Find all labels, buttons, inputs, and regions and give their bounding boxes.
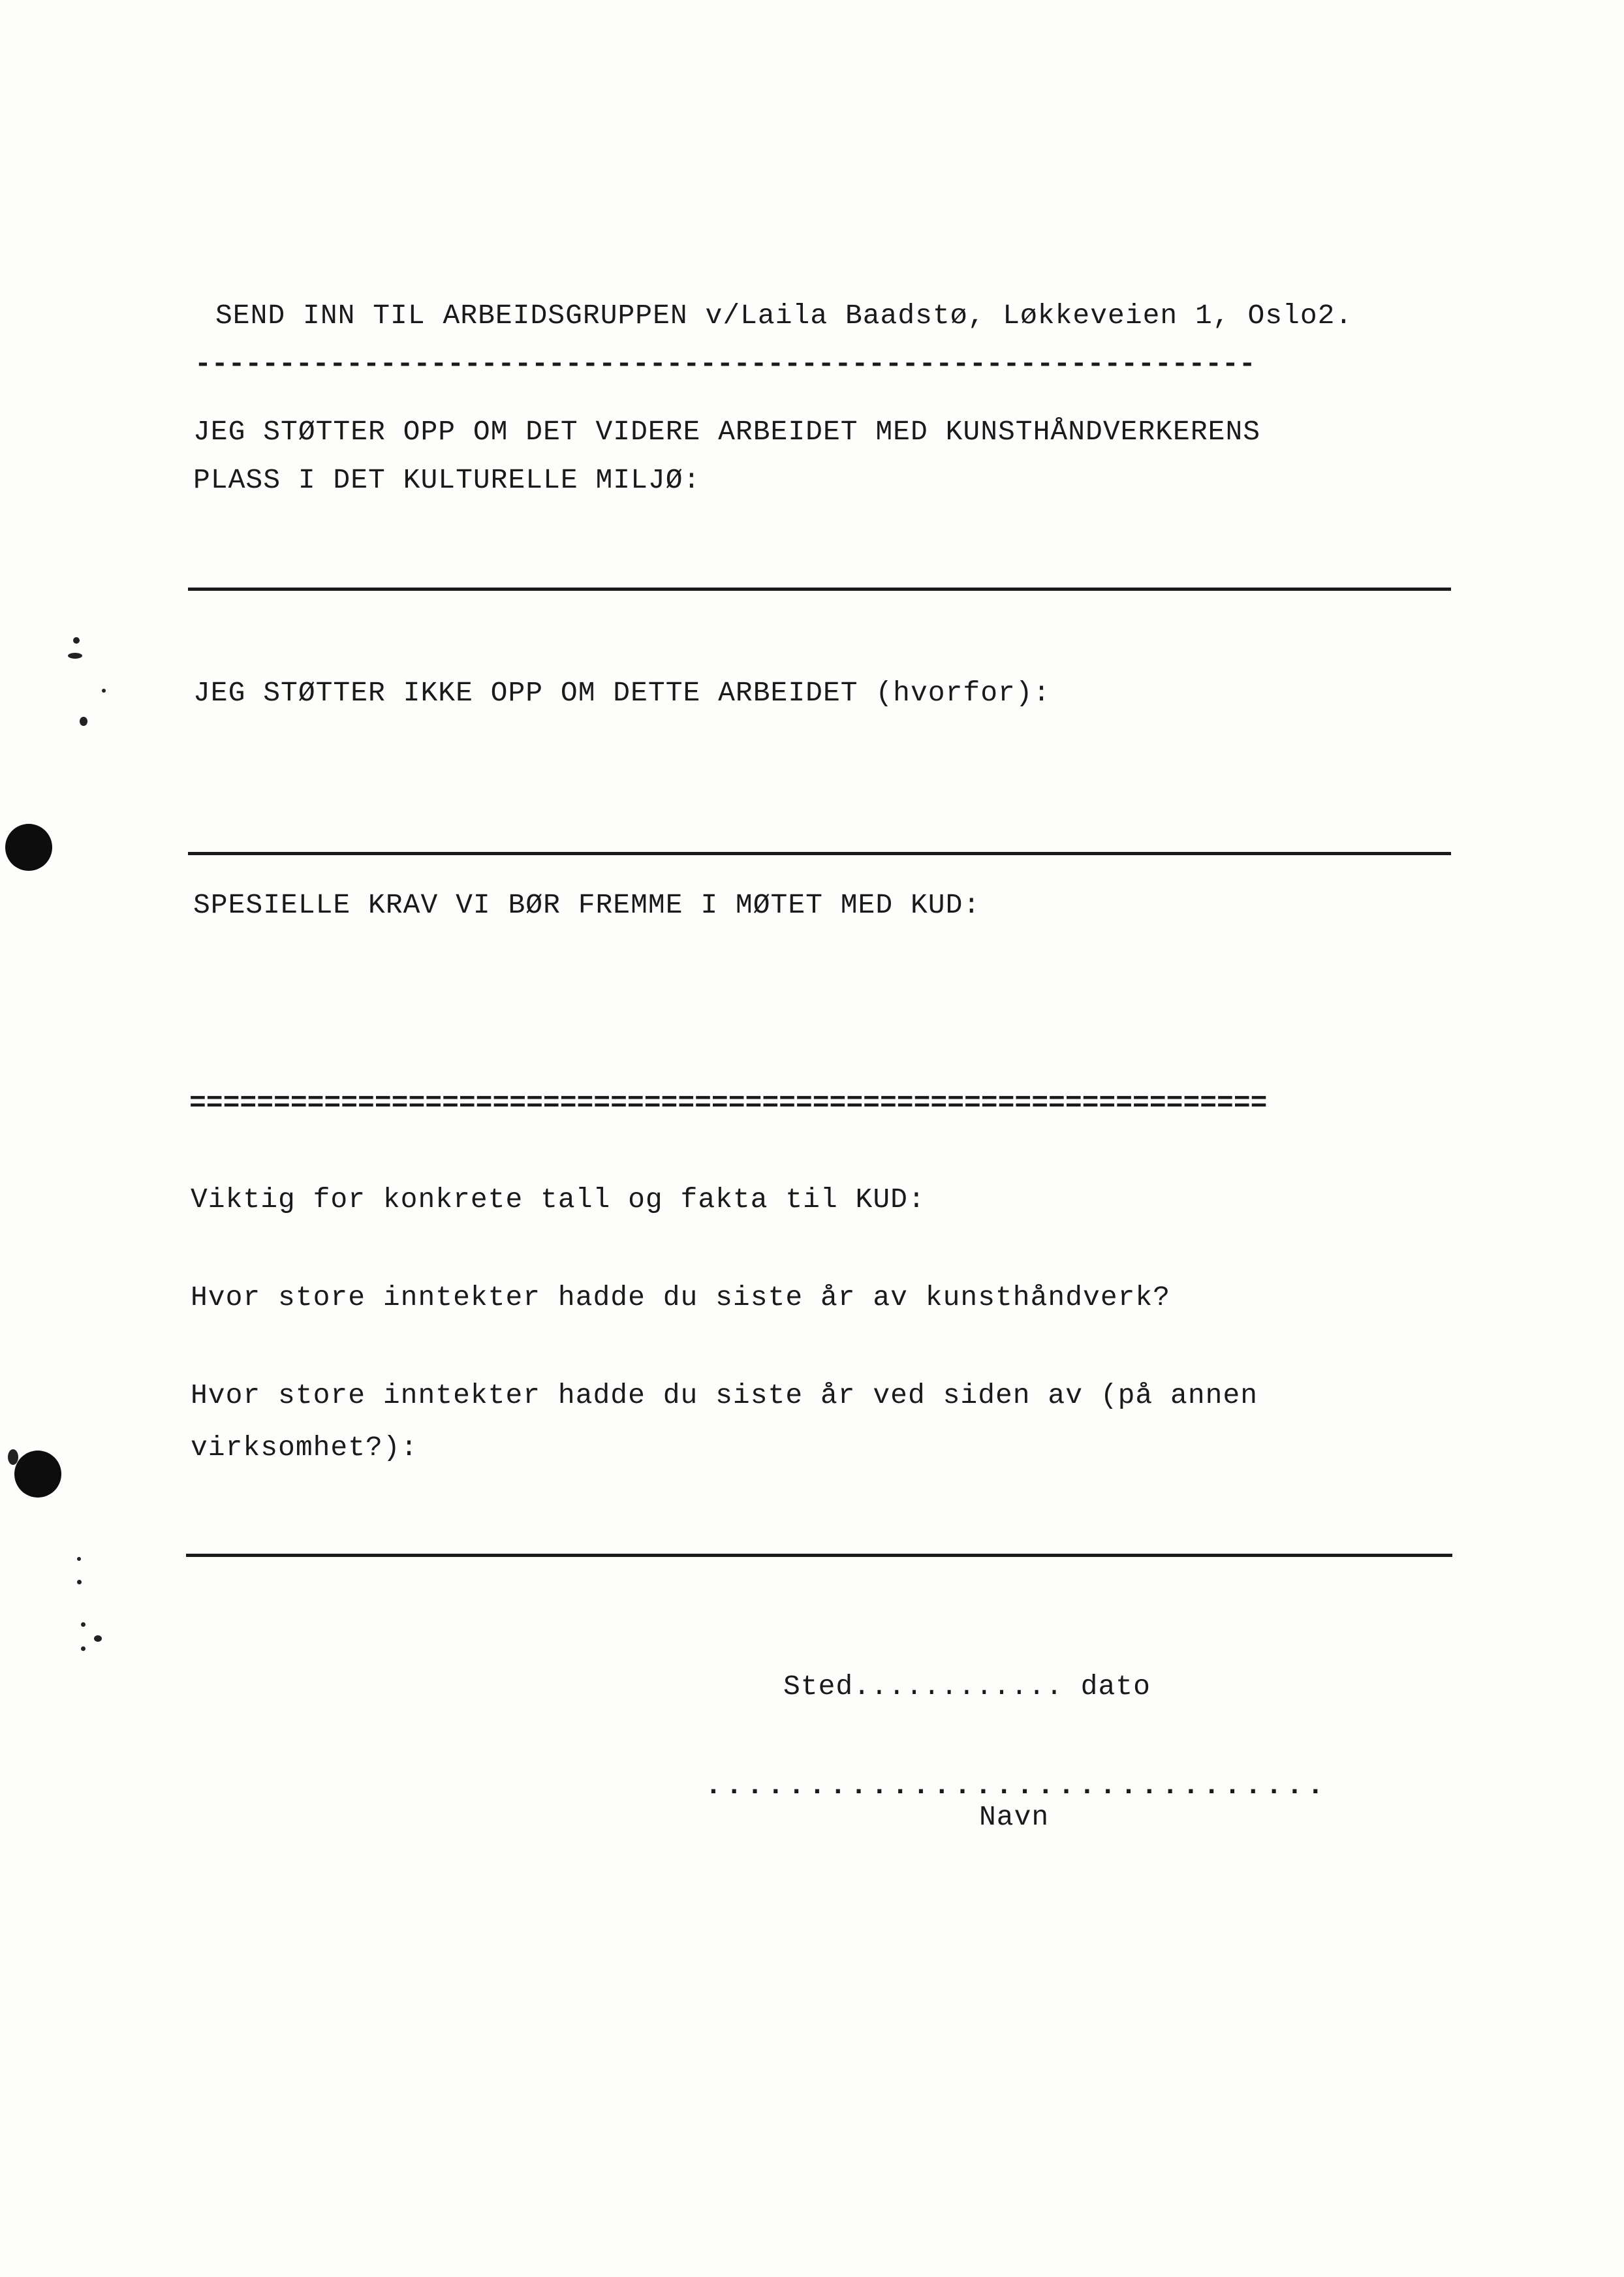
demands-label: SPESIELLE KRAV VI BØR FREMME I MØTET MED KUD: xyxy=(193,889,981,921)
speck xyxy=(8,1449,18,1465)
dashed-separator: --------------------------------------------------------------- xyxy=(195,350,1256,378)
support-answer-line[interactable] xyxy=(188,588,1451,591)
double-separator: ================================================================ xyxy=(189,1089,1268,1117)
speck xyxy=(94,1635,102,1642)
income-question-other-line1: Hvor store inntekter hadde du siste år ved siden av (på annen xyxy=(191,1379,1258,1411)
speck xyxy=(102,689,106,693)
facts-heading: Viktig for konkrete tall og fakta til KUD: xyxy=(191,1184,926,1216)
speck xyxy=(80,717,87,726)
punch-hole-upper xyxy=(5,824,52,871)
speck xyxy=(77,1557,81,1561)
place-date-field[interactable]: Sted............ dato xyxy=(783,1671,1151,1703)
speck xyxy=(81,1622,86,1627)
speck xyxy=(73,637,80,644)
not-support-answer-line[interactable] xyxy=(188,852,1451,855)
punch-hole-lower xyxy=(14,1451,61,1498)
speck xyxy=(81,1646,86,1651)
support-statement-line1: JEG STØTTER OPP OM DET VIDERE ARBEIDET MED KUNSTHÅNDVERKERENS xyxy=(193,416,1261,448)
send-to-address: SEND INN TIL ARBEIDSGRUPPEN v/Laila Baadstø, Løkkeveien 1, Oslo2. xyxy=(215,300,1353,332)
income-question-crafts: Hvor store inntekter hadde du siste år av kunsthåndverk? xyxy=(191,1281,1171,1313)
support-statement-line2: PLASS I DET KULTURELLE MILJØ: xyxy=(193,464,701,496)
income-answer-line[interactable] xyxy=(186,1554,1452,1557)
signature-dotted-line[interactable]: .............................. xyxy=(705,1770,1328,1802)
speck xyxy=(77,1580,82,1584)
income-question-other-line2: virksomhet?): xyxy=(191,1432,418,1464)
not-support-statement: JEG STØTTER IKKE OPP OM DETTE ARBEIDET (hvorfor): xyxy=(193,677,1051,709)
name-label: Navn xyxy=(979,1801,1050,1833)
speck xyxy=(68,653,82,659)
